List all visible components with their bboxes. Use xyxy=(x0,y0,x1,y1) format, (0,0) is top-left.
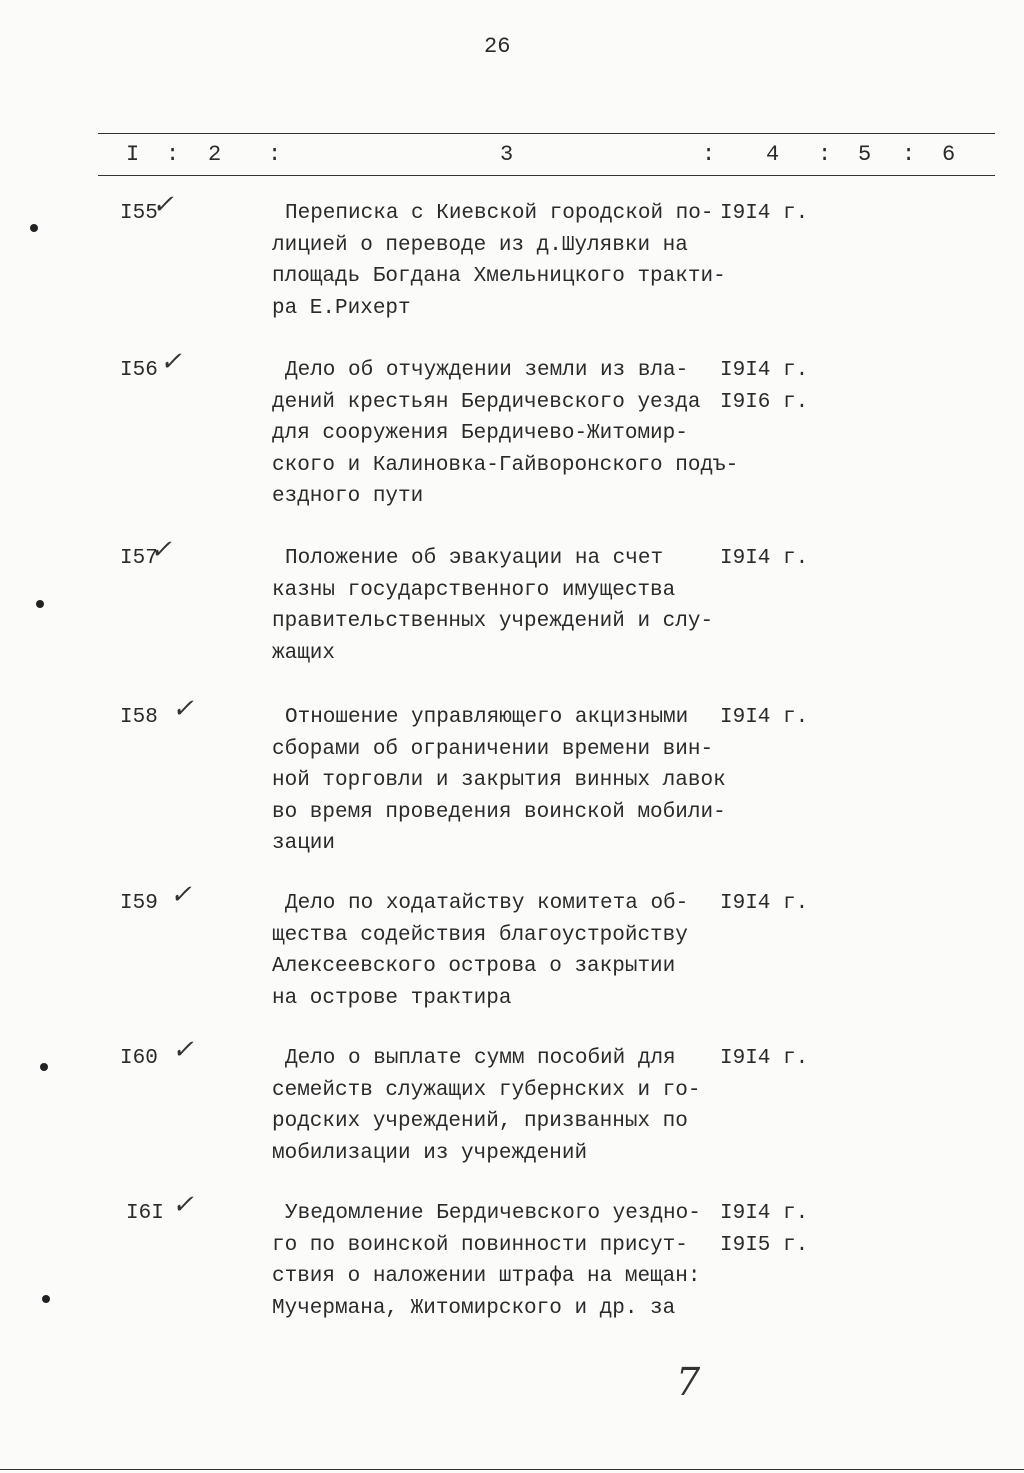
checkmark-icon: ✓ xyxy=(152,190,174,220)
entry-dates xyxy=(720,543,808,575)
entry-title xyxy=(272,1043,700,1169)
entry-title xyxy=(272,355,738,513)
column-header-5: 5 xyxy=(858,142,872,167)
punch-hole xyxy=(40,1063,48,1071)
entry-title-line: Мучермана, Житомирского и др. за xyxy=(272,1296,676,1320)
entry-number: I60 xyxy=(120,1047,158,1070)
checkmark-icon: ✓ xyxy=(172,694,194,724)
entry-number: I6I xyxy=(126,1202,164,1225)
entry-title xyxy=(272,198,726,324)
page-bottom-rule xyxy=(0,1469,1024,1470)
entry-title xyxy=(272,888,688,1014)
entry-title-line: ского и Калиновка-Гайворонского подъ- xyxy=(272,453,739,477)
punch-hole xyxy=(36,600,44,608)
entry-title-line: казны государственного имущества xyxy=(272,578,676,602)
checkmark-icon: ✓ xyxy=(172,1035,194,1065)
entry-date: I9I4 г. xyxy=(720,359,809,382)
entry-number: I56 xyxy=(120,359,158,382)
entry-title-line: сборами об ограничении времени вин- xyxy=(272,737,714,761)
entry-number: I55 xyxy=(120,202,158,225)
punch-hole xyxy=(30,224,38,232)
header-bottom-rule xyxy=(98,175,995,176)
entry-title-line: на острове трактира xyxy=(272,986,512,1010)
entry-date: I9I4 г. xyxy=(720,1202,809,1225)
column-header-3: 3 xyxy=(500,142,514,167)
entry-title-line: ездного пути xyxy=(272,485,424,508)
entry-title-line: Дело по ходатайству комитета об- xyxy=(285,892,689,915)
column-header-1: I xyxy=(126,142,140,167)
entry-title-line: Дело об отчуждении земли из вла- xyxy=(285,359,689,382)
entry-title-line: Дело о выплате сумм пособий для xyxy=(285,1047,676,1070)
entry-title-line: Уведомление Бердичевского уездно- xyxy=(285,1202,701,1225)
entry-title-line: дений крестьян Бердичевского уезда xyxy=(272,390,701,414)
column-header-4: 4 xyxy=(766,142,780,167)
entry-title-line: мобилизации из учреждений xyxy=(272,1141,588,1165)
entry-number: I59 xyxy=(120,892,158,915)
checkmark-icon: ✓ xyxy=(150,535,172,565)
column-separator: : xyxy=(702,142,716,167)
column-header-2: 2 xyxy=(208,142,222,167)
entry-dates xyxy=(720,198,808,230)
column-header-6: 6 xyxy=(942,142,956,167)
header-top-rule xyxy=(98,133,995,134)
entry-number: I57 xyxy=(120,547,158,570)
entry-title-line: Переписка с Киевской городской по- xyxy=(285,202,714,225)
checkmark-icon: ✓ xyxy=(172,1190,194,1220)
entry-title-line: правительственных учреждений и слу- xyxy=(272,610,714,633)
entry-title xyxy=(272,702,726,860)
checkmark-icon: ✓ xyxy=(160,347,182,377)
entry-title-line: лицией о переводе из д.Шулявки на xyxy=(272,233,688,257)
entry-title-line: го по воинской повинности присут- xyxy=(272,1233,688,1257)
entry-date: I9I4 г. xyxy=(720,547,809,570)
column-separator: : xyxy=(902,142,916,167)
entry-title-line: Отношение управляющего акцизными xyxy=(285,706,689,729)
handwritten-mark: 7 xyxy=(676,1360,701,1404)
entry-date: I9I6 г. xyxy=(720,390,809,414)
entry-date: I9I5 г. xyxy=(720,1233,809,1257)
entry-dates xyxy=(720,702,808,734)
punch-hole xyxy=(42,1295,50,1303)
entry-title xyxy=(272,1198,701,1324)
entry-title-line: Алексеевского острова о закрытии xyxy=(272,955,676,978)
entry-title-line: ной торговли и закрытия винных лавок xyxy=(272,769,726,792)
checkmark-icon: ✓ xyxy=(170,880,192,910)
entry-title-line: щества содействия благоустройству xyxy=(272,923,688,947)
entry-title-line: ствия о наложении штрафа на мещан: xyxy=(272,1265,701,1288)
column-separator: : xyxy=(818,142,832,167)
entry-title-line: семейств служащих губернских и го- xyxy=(272,1078,701,1102)
entry-title xyxy=(272,543,713,669)
column-separator: : xyxy=(166,142,180,167)
entry-title-line: во время проведения воинской мобили- xyxy=(272,800,726,824)
entry-title-line: зации xyxy=(272,832,336,855)
entry-date: I9I4 г. xyxy=(720,892,809,915)
entry-dates xyxy=(720,355,808,418)
entry-number: I58 xyxy=(120,706,158,729)
entry-dates xyxy=(720,1043,808,1075)
entry-title-line: родских учреждений, призванных по xyxy=(272,1110,688,1133)
entry-title-line: жащих xyxy=(272,641,336,665)
entry-title-line: ра Е.Рихерт xyxy=(272,296,411,320)
entry-title-line: для сооружения Бердичево-Житомир- xyxy=(272,422,688,445)
entry-dates xyxy=(720,888,808,920)
entry-dates xyxy=(720,1198,808,1261)
entry-date: I9I4 г. xyxy=(720,202,809,225)
entry-title-line: площадь Богдана Хмельницкого тракти- xyxy=(272,265,726,288)
entry-date: I9I4 г. xyxy=(720,1047,809,1070)
page-number: 26 xyxy=(484,34,511,59)
entry-title-line: Положение об эвакуации на счет xyxy=(285,547,664,570)
entry-date: I9I4 г. xyxy=(720,706,809,729)
column-separator: : xyxy=(268,142,282,167)
